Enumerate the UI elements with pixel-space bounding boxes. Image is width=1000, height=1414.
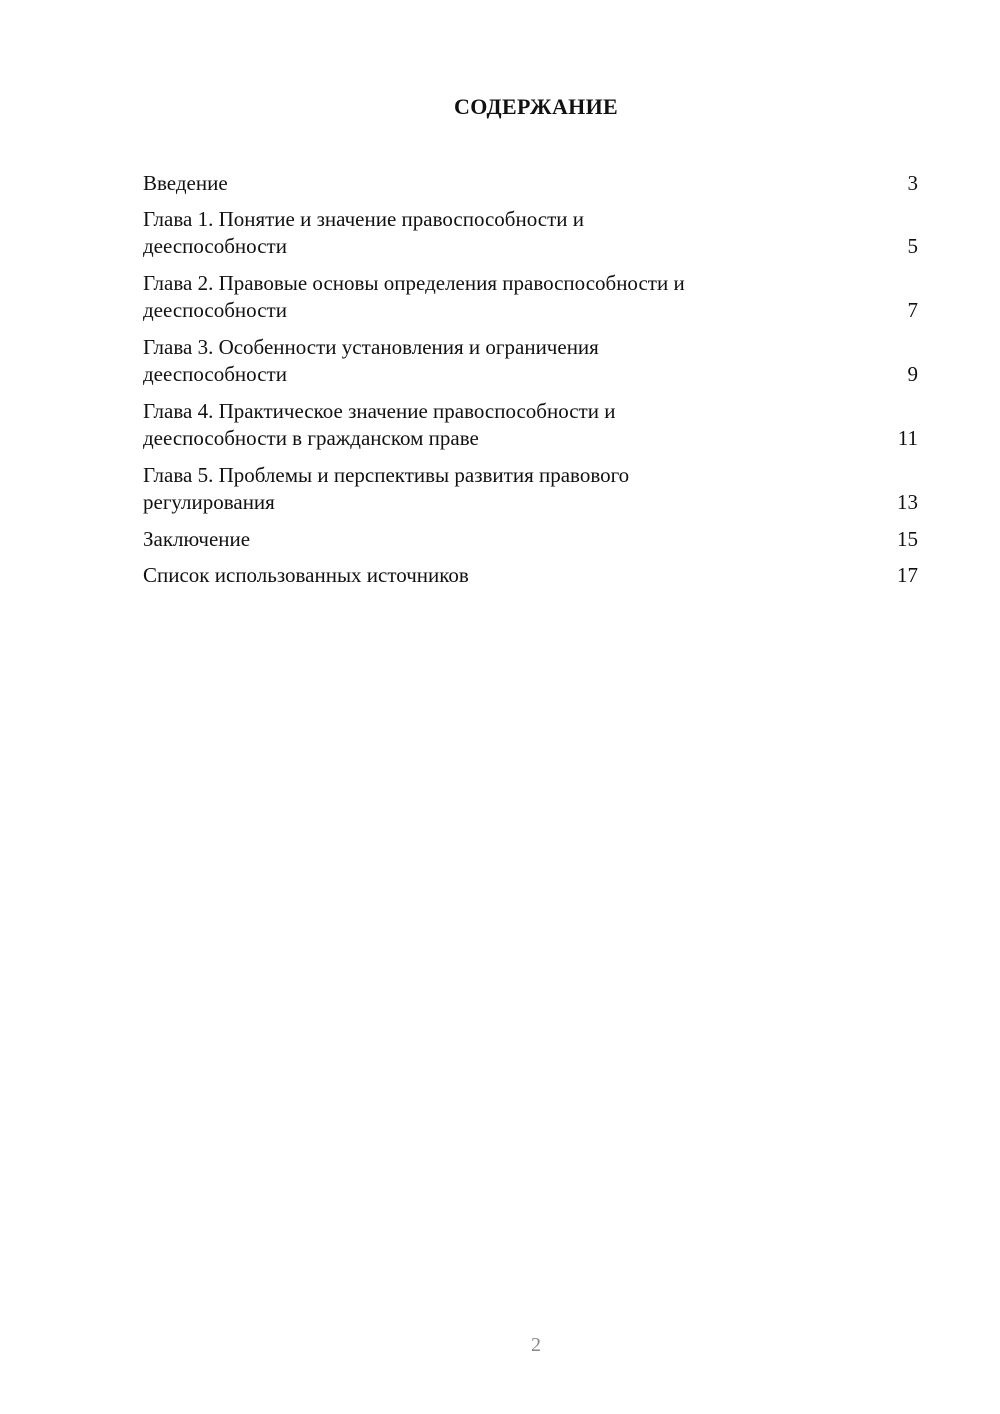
page-number: 2 (531, 1334, 541, 1356)
toc-entry-text: Глава 3. Особенности установления и ограничения дееспособности (143, 335, 599, 386)
toc-entry-text: Глава 2. Правовые основы определения правоспособности и дееспособности (143, 271, 685, 322)
toc-entry-page: 7 (907, 298, 918, 322)
toc-entry-text: Глава 5. Проблемы и перспективы развития правового регулирования (143, 463, 630, 514)
toc-entry-text: Глава 1. Понятие и значение правоспособности и дееспособности (143, 207, 584, 258)
toc-entry-text: Глава 4. Практическое значение правоспособности и дееспособности в гражданском праве (143, 399, 616, 450)
toc-entry-page: 11 (897, 426, 918, 450)
toc-entry-chapter-1 (143, 206, 918, 260)
toc-entry-page: 17 (897, 563, 918, 587)
toc-entry-text: Заключение (143, 527, 251, 551)
toc-list (143, 170, 918, 598)
toc-entry-text: Введение (143, 171, 228, 195)
toc-entry-conclusion (143, 526, 918, 553)
toc-entry-introduction (143, 170, 918, 197)
toc-entry-chapter-5 (143, 462, 918, 516)
toc-entry-page: 13 (897, 490, 918, 514)
toc-entry-page: 9 (907, 362, 918, 386)
toc-entry-chapter-2 (143, 270, 918, 324)
toc-title: СОДЕРЖАНИЕ (454, 94, 618, 119)
toc-entry-page: 5 (907, 234, 918, 258)
toc-entry-text: Список использованных источников (143, 563, 469, 587)
toc-entry-chapter-3 (143, 334, 918, 388)
toc-entry-chapter-4 (143, 398, 918, 452)
toc-entry-page: 3 (907, 171, 918, 195)
toc-entry-page: 15 (897, 527, 918, 551)
toc-entry-references (143, 562, 918, 589)
